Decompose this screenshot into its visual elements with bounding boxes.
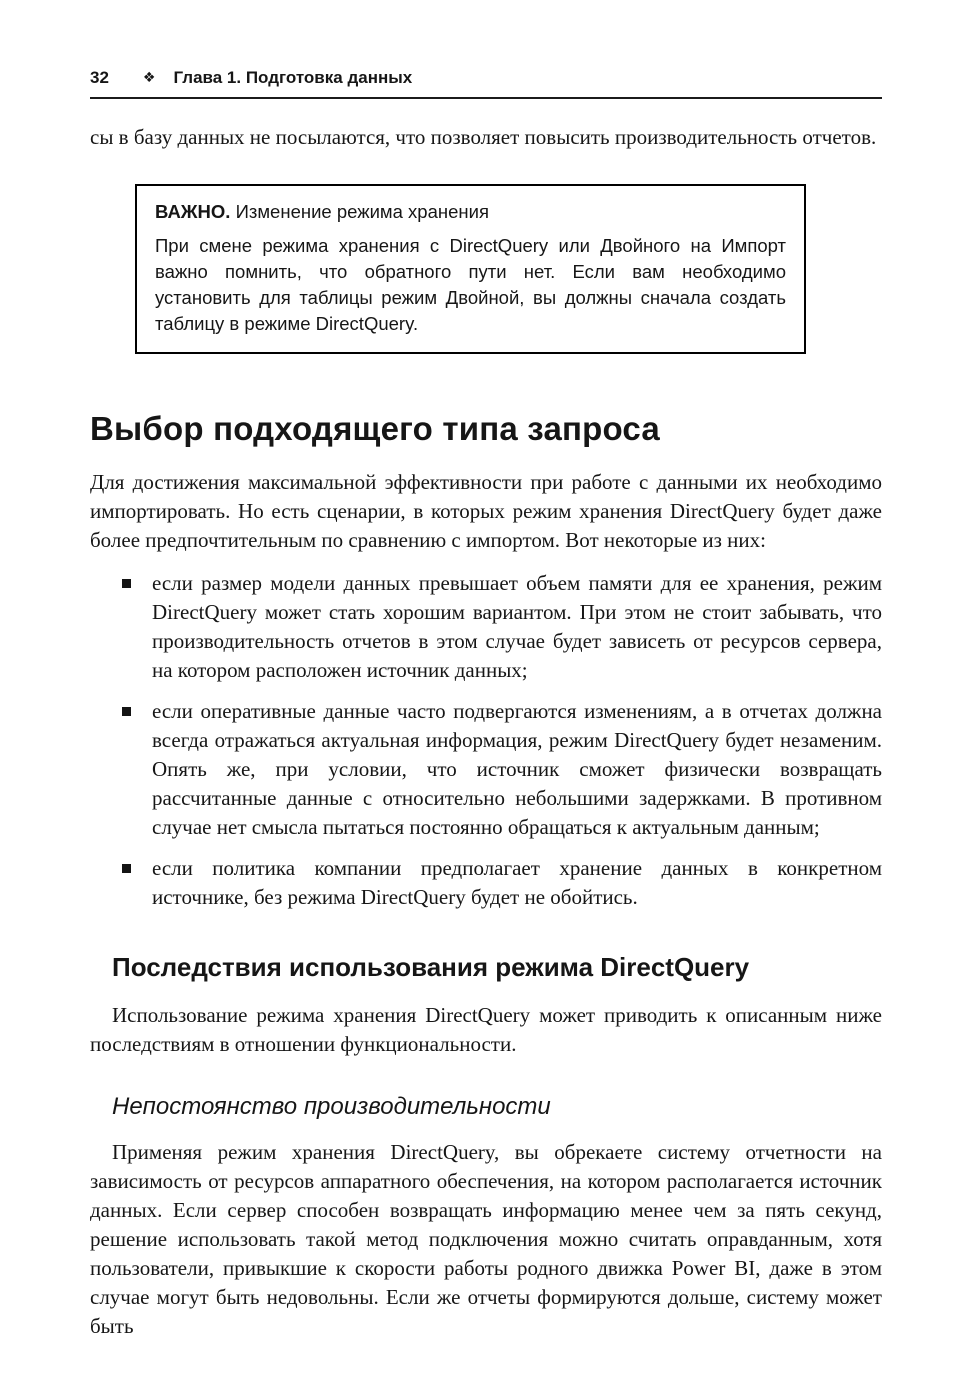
diamond-icon: ❖ — [142, 69, 156, 85]
list-item-text: если политика компании предполагает хранение данных в конкретном источнике, без режима DirectQuery будет не обойтись. — [152, 855, 882, 909]
continuation-paragraph: сы в базу данных не посылаются, что позволяет повысить производительность отчетов. — [90, 125, 877, 149]
running-head — [90, 68, 882, 99]
subsubsection-paragraph: Применяя режим хранения DirectQuery, вы обрекаете систему отчетности на зависимость от ресурсов аппаратного обеспечения, на котором располагается источник данных. Если сервер способен возвращать информацию менее чем за пять секунд, решение использовать такой метод подключения можно считать оправданным, хотя пользователи, привыкшие к скорости работы родного движка Power BI, даже в этом случае могут быть недовольны. Если же отчеты формируются дольше, систему может быть — [90, 1139, 882, 1338]
section-heading: Выбор подходящего типа запроса — [90, 410, 660, 447]
list-item-text: если размер модели данных превышает объем памяти для ее хранения, режим DirectQuery может стать хорошим вариантом. При этом не стоит забывать, что производительность отчетов в этом случае будет зависеть от ресурсов сервера, на котором расположен источник данных; — [152, 570, 882, 682]
scenario-bullet-list — [90, 569, 882, 912]
subsection-heading: Последствия использования режима DirectQuery — [112, 951, 750, 982]
page-number: 32 — [90, 68, 109, 87]
list-item — [90, 854, 882, 912]
chapter-title: Глава 1. Подготовка данных — [173, 68, 413, 87]
list-item — [90, 569, 882, 685]
important-note-body: При смене режима хранения с DirectQuery или Двойного на Импорт важно помнить, что обратного пути нет. Если вам необходимо установить для таблицы режим Двойной, вы должны сначала создать таблицу в режиме DirectQuery. — [155, 235, 786, 334]
section-intro-paragraph: Для достижения максимальной эффективности при работе с данными их необходимо импортировать. Но есть сценарии, в которых режим хранения DirectQuery будет даже более предпочтительным по сравнению с импортом. Вот некоторые из них: — [90, 469, 882, 552]
subsubsection-heading: Непостоянство производительности — [112, 1093, 551, 1121]
bullet-icon — [122, 864, 131, 873]
bullet-icon — [122, 579, 131, 588]
bullet-icon — [122, 707, 131, 716]
list-item-text: если оперативные данные часто подвергаются изменениям, а в отчетах должна всегда отражаться актуальная информация, режим DirectQuery будет незаменим. Опять же, при условии, что источник сможет физически возвращать рассчитанные данные с относительно небольшими задержками. В противном случае нет смысла пытаться постоянно обращаться к актуальным данным; — [152, 698, 882, 839]
important-note-box — [135, 184, 806, 354]
subsection-intro-paragraph: Использование режима хранения DirectQuery может приводить к описанным ниже последствиям в отношении функциональности. — [90, 1003, 882, 1057]
important-note-label: ВАЖНО. — [155, 201, 231, 222]
important-note-title — [155, 199, 786, 225]
list-item — [90, 697, 882, 842]
important-note-subject: Изменение режима хранения — [235, 201, 489, 222]
